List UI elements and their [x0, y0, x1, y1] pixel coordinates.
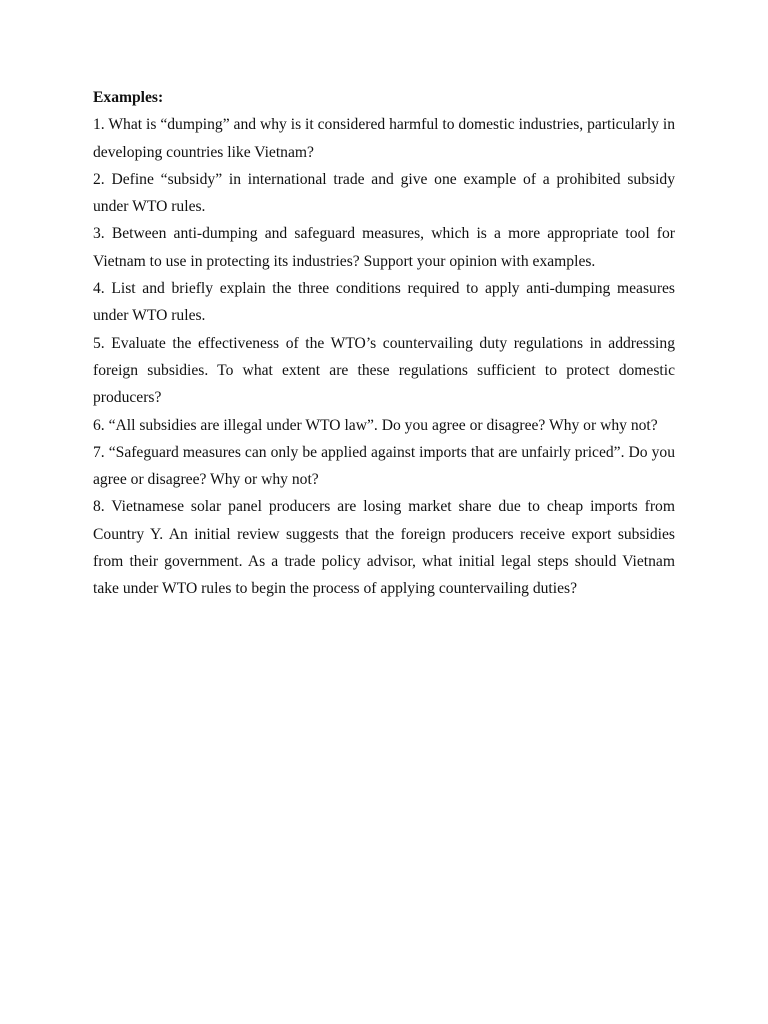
question-3: 3. Between anti-dumping and safeguard measures, which is a more appropriate tool for Vietnam to use in protecting its industries? Support your opinion with examples. — [93, 225, 675, 270]
document-page — [93, 84, 675, 603]
question-5: 5. Evaluate the effectiveness of the WTO’s countervailing duty regulations in addressing foreign subsidies. To what extent are these regulations sufficient to protect domestic producers? — [93, 334, 675, 407]
question-6: 6. “All subsidies are illegal under WTO law”. Do you agree or disagree? Why or why not? — [93, 416, 658, 434]
question-2: 2. Define “subsidy” in international trade and give one example of a prohibited subsidy under WTO rules. — [93, 170, 675, 216]
question-4: 4. List and briefly explain the three conditions required to apply anti-dumping measures under WTO rules. — [93, 280, 675, 325]
question-7: 7. “Safeguard measures can only be applied against imports that are unfairly priced”. Do you agree or disagree? Why or why not? — [93, 443, 675, 489]
question-8: 8. Vietnamese solar panel producers are losing market share due to cheap imports from Country Y. An initial review suggests that the foreign producers receive export subsidies from their government. As a trade policy advisor, what initial legal steps should Vietnam take under WTO rules to begin the process of applying countervailing duties? — [93, 498, 675, 598]
question-1: 1. What is “dumping” and why is it considered harmful to domestic industries, particularly in developing countries like Vietnam? — [93, 116, 675, 161]
document-heading: Examples: — [93, 89, 164, 106]
